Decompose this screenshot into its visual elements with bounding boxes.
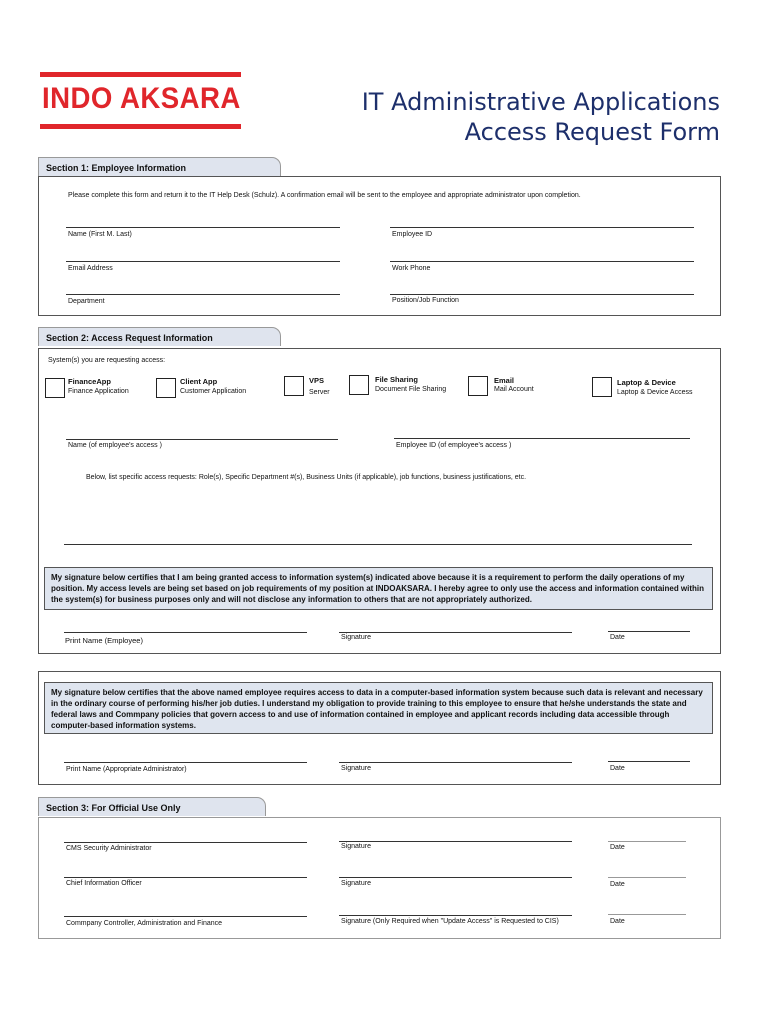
cms-admin-label: CMS Security Administrator (66, 845, 152, 852)
financeapp-name: FinanceApp (68, 377, 111, 386)
cio-signature-field[interactable] (339, 877, 572, 878)
cms-admin-field[interactable] (64, 842, 307, 843)
vps-checkbox[interactable] (284, 376, 304, 396)
file-sharing-name: File Sharing (375, 375, 418, 384)
name-label: Name (First M. Last) (68, 231, 132, 238)
email-system-desc: Mail Account (494, 386, 534, 393)
employee-signature-field[interactable] (339, 632, 572, 633)
financeapp-checkbox[interactable] (45, 378, 65, 398)
vps-name: VPS (309, 376, 325, 385)
logo-text: INDO AKSARA (42, 82, 241, 115)
section3-tab: Section 3: For Official Use Only (38, 797, 266, 816)
admin-certification: My signature below certifies that the above named employee requires access to data in a computer-based information system because such data is relevant and necessary in the ordinary course of performing his/her job duties. I understand my obligation to provide training to this employee to ensure that he/she understands the state and federal laws and Commpany policies that govern access to and use of information contained in employee and applicant records including data accessible through computer-based information systems. (44, 682, 713, 734)
file-sharing-desc: Document File Sharing (375, 386, 447, 393)
email-field[interactable] (66, 261, 340, 262)
department-label: Department (68, 298, 105, 305)
employee-date-label: Date (610, 634, 625, 641)
employee-id-of-label: Employee ID (of employee's access ) (396, 442, 512, 449)
cms-date-field[interactable] (608, 841, 686, 842)
employee-id-label: Employee ID (392, 231, 433, 238)
client-app-name: Client App (180, 377, 218, 386)
section2-tab: Section 2: Access Request Information (38, 327, 281, 346)
print-name-employee-field[interactable] (64, 632, 307, 633)
client-app-checkbox[interactable] (156, 378, 176, 398)
form-title-line1: IT Administrative Applications (361, 88, 720, 116)
email-system-name: Email (494, 376, 515, 385)
email-checkbox[interactable] (468, 376, 488, 396)
admin-date-label: Date (610, 765, 625, 772)
work-phone-field[interactable] (390, 261, 694, 262)
position-field[interactable] (390, 294, 694, 295)
employee-id-field[interactable] (390, 227, 694, 228)
laptop-device-desc: Laptop & Device Access (617, 389, 693, 396)
financeapp-desc: Finance Application (68, 388, 129, 395)
employee-certification: My signature below certifies that I am being granted access to information system(s) indicated above because it is a requirement to perform the daily operations of my position. My access levels are being set based on job requirements of my position at INDOAKSARA. I hereby agree to only use the access and information contained within the system(s) for business purposes only and will not disclose any information to others that are not appropriately authorized. (44, 567, 713, 610)
cio-date-field[interactable] (608, 877, 686, 878)
department-field[interactable] (66, 294, 340, 295)
admin-signature-label: Signature (341, 765, 371, 772)
name-of-employee-field[interactable] (66, 439, 338, 440)
print-name-admin-field[interactable] (64, 762, 307, 763)
admin-signature-field[interactable] (339, 762, 572, 763)
file-sharing-checkbox[interactable] (349, 375, 369, 395)
controller-signature-field[interactable] (339, 915, 572, 916)
employee-signature-label: Signature (341, 634, 371, 641)
laptop-device-name: Laptop & Device (617, 378, 676, 387)
logo-bar-bottom (40, 124, 241, 129)
controller-field[interactable] (64, 916, 307, 917)
controller-date-field[interactable] (608, 914, 686, 915)
access-requests-field[interactable] (64, 544, 692, 545)
cms-signature-label: Signature (341, 843, 371, 850)
below-list-instructions: Below, list specific access requests: Role(s), Specific Department #(s), Business Units (if applicable), job functions, business justifications, etc. (86, 474, 527, 481)
employee-id-of-field[interactable] (394, 438, 690, 439)
email-label: Email Address (68, 265, 113, 272)
section1-tab: Section 1: Employee Information (38, 157, 281, 176)
name-of-employee-label: Name (of employee's access ) (68, 442, 162, 449)
cio-field[interactable] (64, 877, 307, 878)
cms-signature-field[interactable] (339, 841, 572, 842)
section1-instructions: Please complete this form and return it to the IT Help Desk (Schulz). A confirmation email will be sent to the employee and appropriate administrator upon completion. (68, 192, 581, 199)
name-field[interactable] (66, 227, 340, 228)
cio-date-label: Date (610, 881, 625, 888)
cms-date-label: Date (610, 844, 625, 851)
client-app-desc: Customer Application (180, 388, 247, 395)
position-label: Position/Job Function (392, 297, 459, 304)
print-name-employee-label: Print Name (Employee) (65, 636, 143, 645)
controller-signature-label: Signature (Only Required when "Update Access" is Requested to CIS) (341, 918, 559, 925)
admin-date-field[interactable] (608, 761, 690, 762)
controller-date-label: Date (610, 918, 625, 925)
controller-label: Commpany Controller, Administration and Finance (66, 920, 223, 927)
systems-label: System(s) you are requesting access: (48, 357, 166, 364)
cio-signature-label: Signature (341, 880, 371, 887)
logo-bar-top (40, 72, 241, 77)
employee-date-field[interactable] (608, 631, 690, 632)
print-name-admin-label: Print Name (Appropriate Administrator) (66, 766, 187, 773)
vps-desc: Server (309, 389, 330, 396)
form-title-line2: Access Request Form (464, 118, 720, 146)
work-phone-label: Work Phone (392, 265, 431, 272)
laptop-device-checkbox[interactable] (592, 377, 612, 397)
cio-label: Chief Information Officer (66, 880, 142, 887)
